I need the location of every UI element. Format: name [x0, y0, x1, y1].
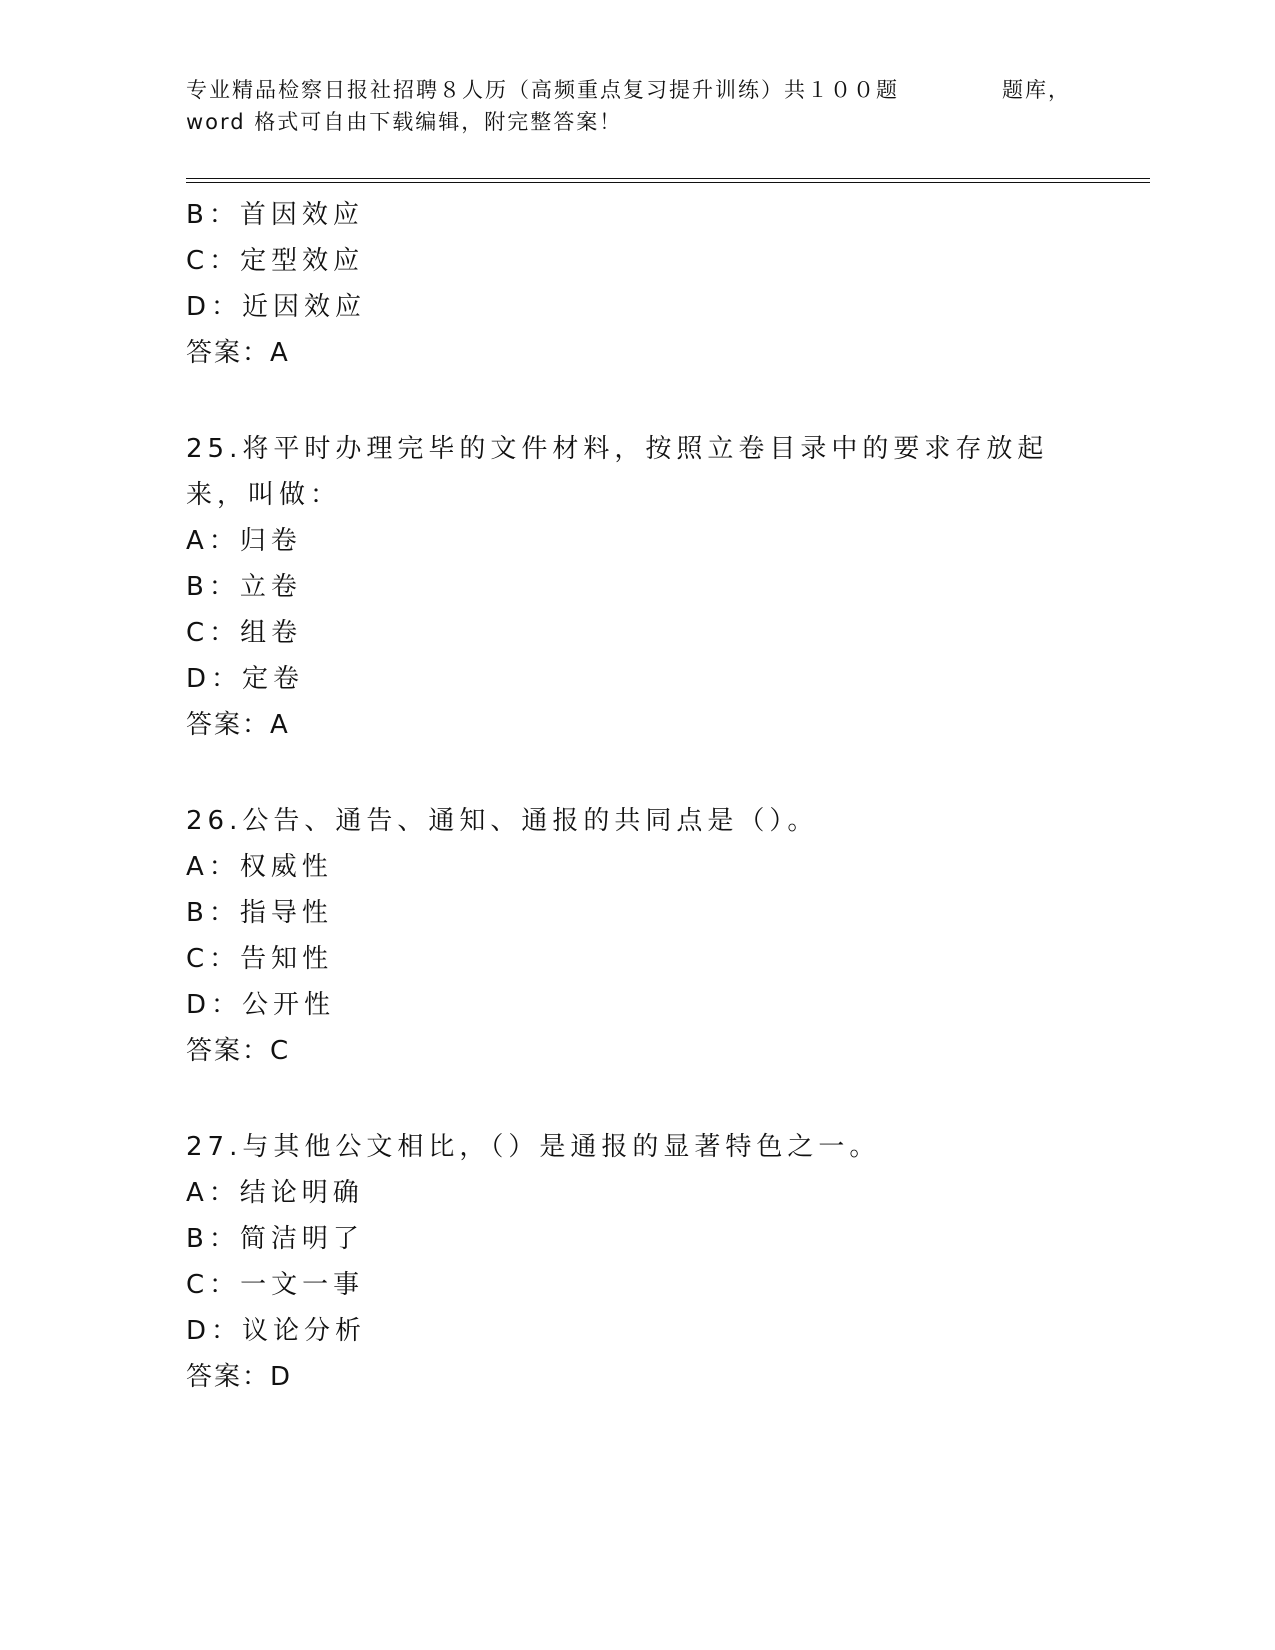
option-d: D：近因效应: [186, 292, 367, 322]
question-26: [186, 798, 1086, 1074]
header-title-suffix: 题库，: [1002, 78, 1071, 102]
option-a: A：归卷: [186, 526, 302, 556]
option-b: B：立卷: [186, 572, 302, 602]
option-b: B：首因效应: [186, 200, 364, 230]
option-b: B：简洁明了: [186, 1224, 364, 1254]
option-a: A：结论明确: [186, 1178, 364, 1208]
question-list: [186, 192, 1086, 1400]
answer: 答案：A: [186, 710, 290, 740]
question-text: 25.将平时办理完毕的文件材料，按照立卷目录中的要求存放起来，叫做：: [186, 434, 1049, 510]
header-rule-bottom: [186, 182, 1150, 183]
option-d: D：公开性: [186, 990, 336, 1020]
question-24-continued: [186, 192, 1086, 376]
header-rule-top: [186, 178, 1150, 179]
option-a: A：权威性: [186, 852, 333, 882]
question-text: 27.与其他公文相比，（）是通报的显著特色之一。: [186, 1132, 881, 1162]
answer: 答案：C: [186, 1036, 291, 1066]
option-d: D：议论分析: [186, 1316, 367, 1346]
header-title: 专业精品检察日报社招聘８人历（高频重点复习提升训练）共１００题: [186, 78, 899, 102]
question-25: [186, 426, 1086, 748]
option-c: C：定型效应: [186, 246, 365, 276]
option-d: D：定卷: [186, 664, 305, 694]
option-b: B：指导性: [186, 898, 333, 928]
option-c: C：一文一事: [186, 1270, 365, 1300]
header-line-1: [186, 74, 1071, 106]
answer: 答案：A: [186, 338, 290, 368]
answer: 答案：D: [186, 1362, 293, 1392]
document-header: [186, 74, 1086, 138]
question-27: [186, 1124, 1086, 1400]
option-c: C：组卷: [186, 618, 303, 648]
option-c: C：告知性: [186, 944, 334, 974]
question-text: 26.公告、通告、通知、通报的共同点是（）。: [186, 806, 819, 836]
header-line-2: word 格式可自由下载编辑，附完整答案！: [186, 110, 623, 134]
